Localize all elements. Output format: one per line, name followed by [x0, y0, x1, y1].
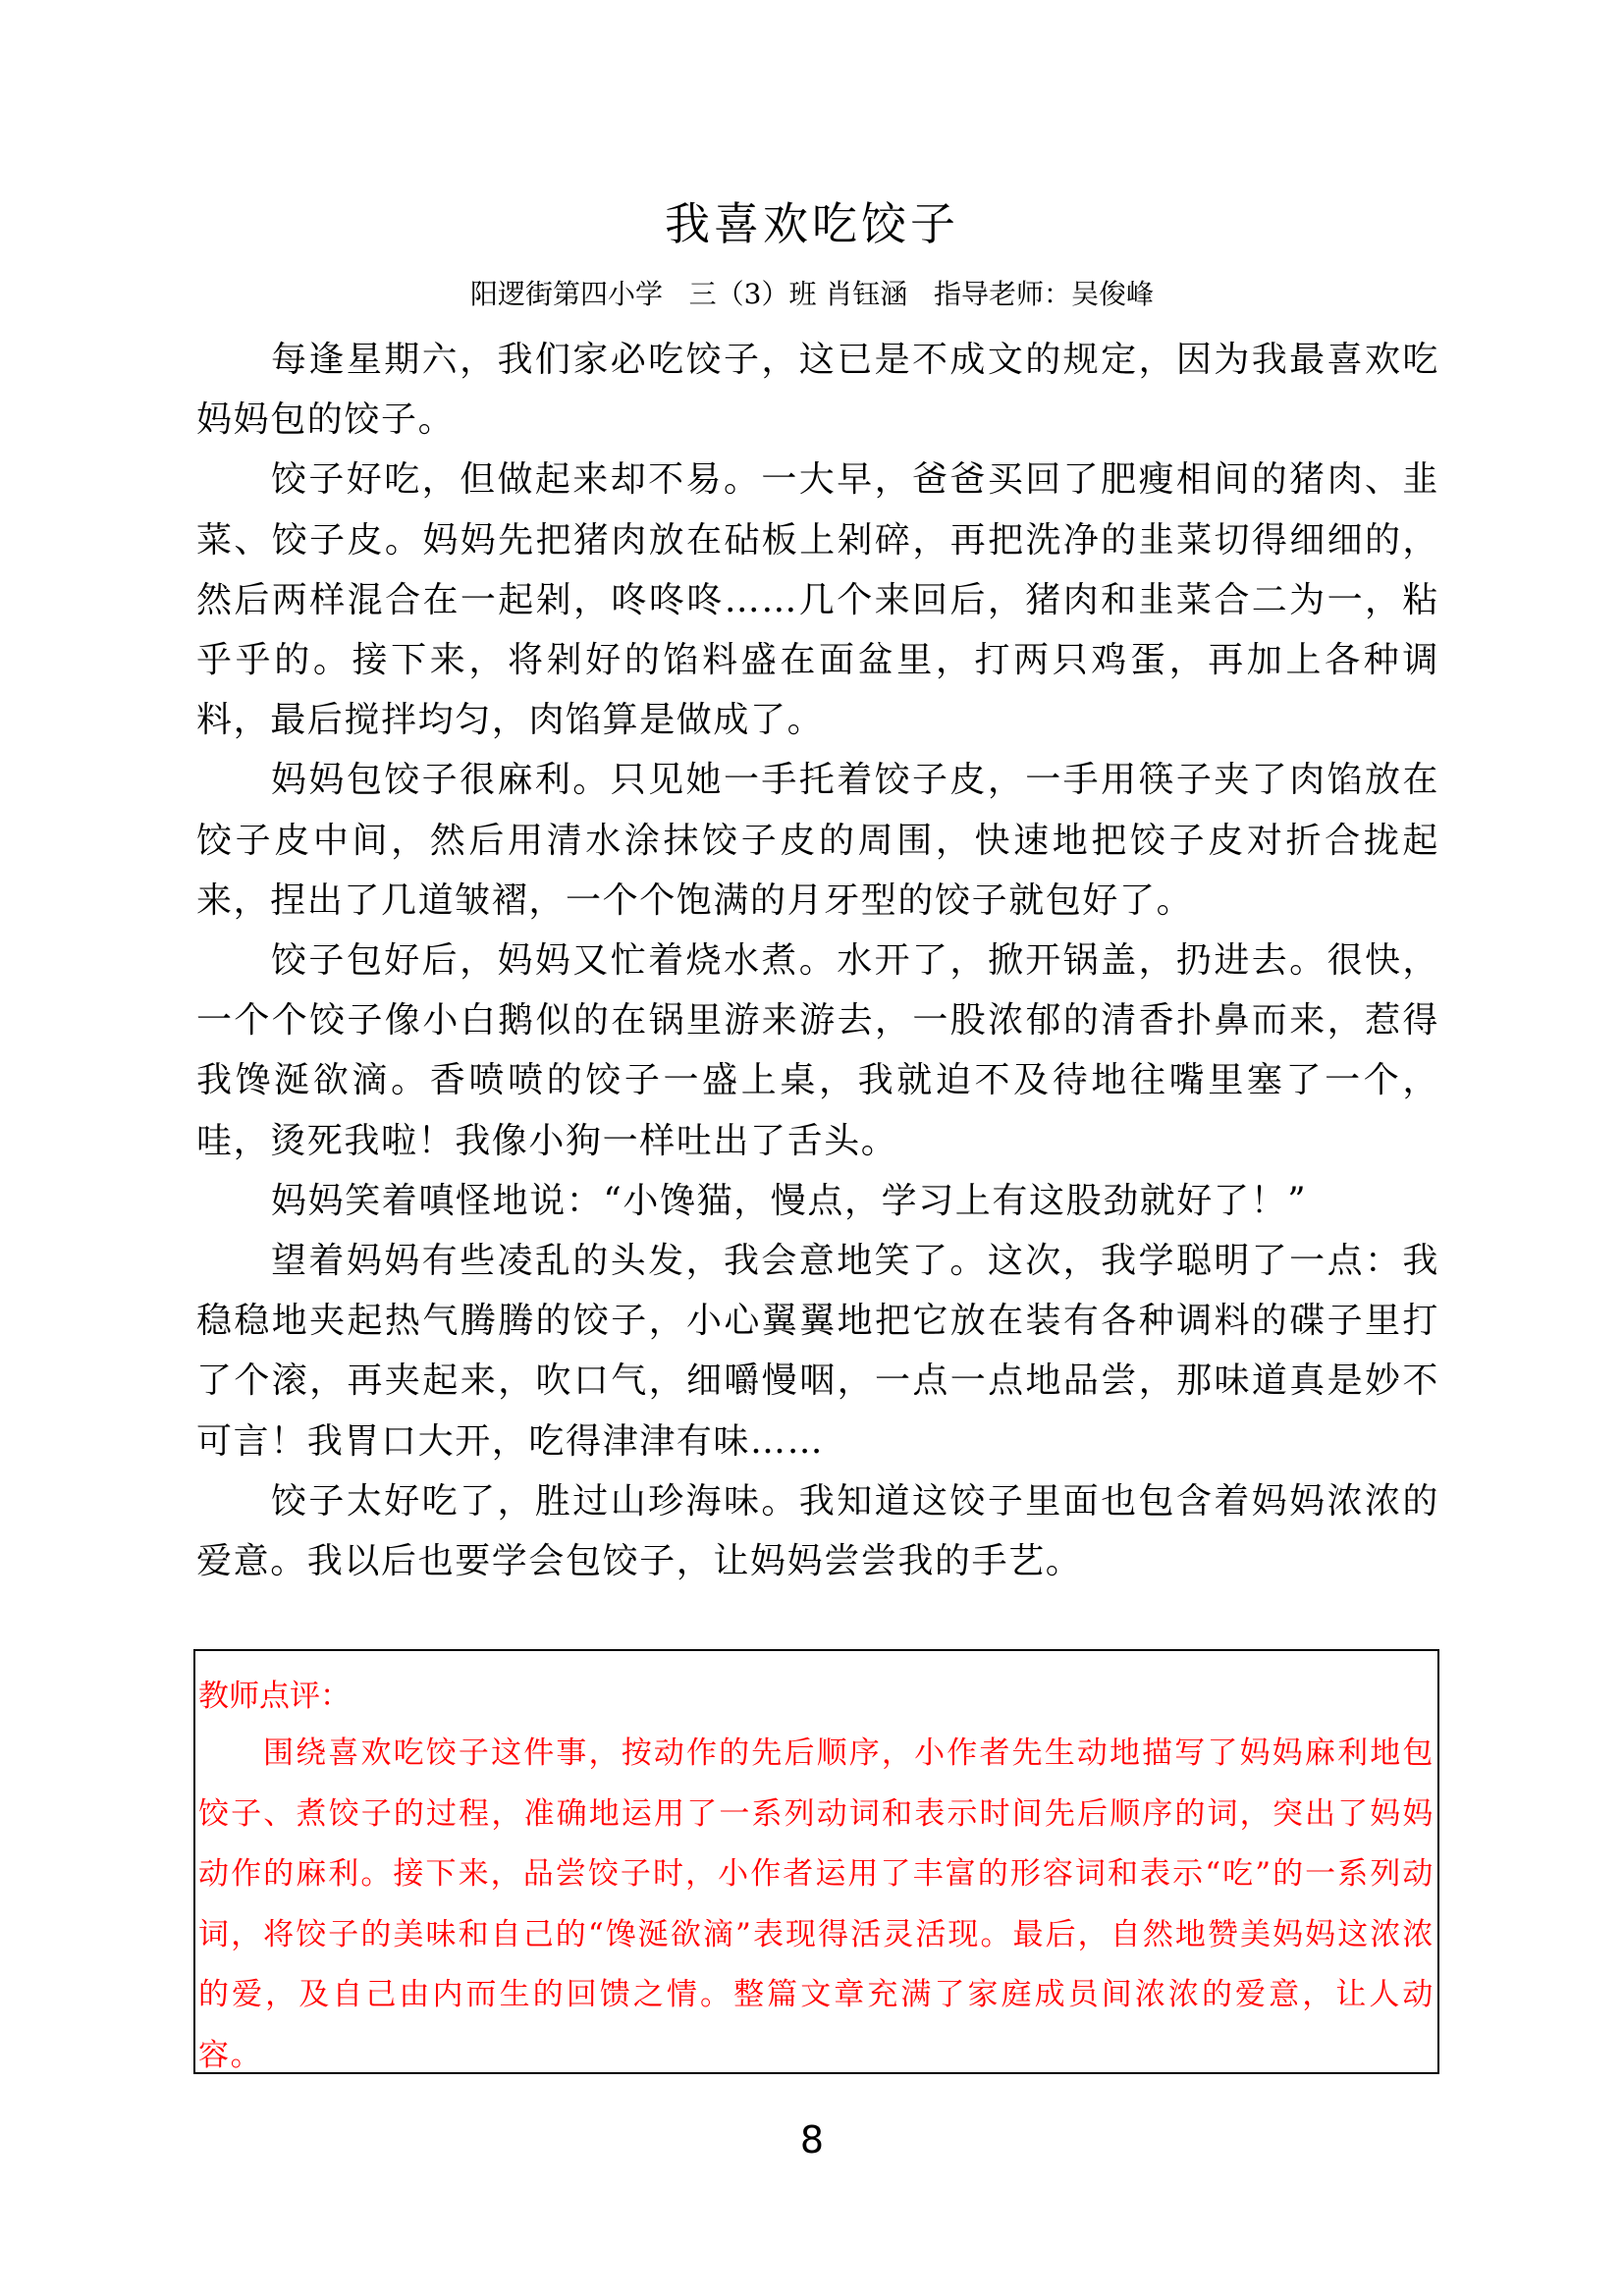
essay-paragraph: 每逢星期六，我们家必吃饺子，这已是不成文的规定，因为我最喜欢吃妈妈包的饺子。: [196, 340, 1439, 441]
essay-paragraph: 望着妈妈有些凌乱的头发，我会意地笑了。这次，我学聪明了一点：我稳稳地夹起热气腾腾的饺子，小心翼翼地把它放在装有各种调料的碟子里打了个滚，再夹起来，吹口气，细嚼慢咽，一点一点地品尝，那味道真是妙不可言！我胃口大开，吃得津津有味……: [196, 1241, 1439, 1462]
page-number: 8: [799, 2118, 825, 2162]
essay-title: 我喜欢吃饺子: [665, 197, 959, 250]
essay-paragraph: 饺子包好后，妈妈又忙着烧水煮。水开了，掀开锅盖，扔进去。很快，一个个饺子像小白鹅似的在锅里游来游去，一股浓郁的清香扑鼻而来，惹得我馋涎欲滴。香喷喷的饺子一盛上桌，我就迫不及待地往嘴里塞了一个，哇，烫死我啦！我像小狗一样吐出了舌头。: [196, 940, 1439, 1161]
author-byline: 阳逻街第四小学 三（3）班 肖钰涵 指导老师：吴俊峰: [469, 278, 1155, 310]
essay-paragraph: 妈妈包饺子很麻利。只见她一手托着饺子皮，一手用筷子夹了肉馅放在饺子皮中间，然后用清水涂抹饺子皮的周围，快速地把饺子皮对折合拢起来，捏出了几道皱褶，一个个饱满的月牙型的饺子就包好了。: [196, 760, 1439, 921]
essay-paragraph: 饺子好吃，但做起来却不易。一大早，爸爸买回了肥瘦相间的猪肉、韭菜、饺子皮。妈妈先把猪肉放在砧板上剁碎，再把洗净的韭菜切得细细的，然后两样混合在一起剁，咚咚咚……几个来回后，猪肉和韭菜合二为一，粘乎乎的。接下来，将剁好的馅料盛在面盆里，打两只鸡蛋，再加上各种调料，最后搅拌均匀，肉馅算是做成了。: [196, 459, 1439, 741]
teacher-comment-box: [193, 1649, 1439, 2074]
essay-paragraph: 妈妈笑着嗔怪地说：“小馋猫，慢点，学习上有这股劲就好了！”: [271, 1180, 1308, 1221]
teacher-comment-text: 围绕喜欢吃饺子这件事，按动作的先后顺序，小作者先生动地描写了妈妈麻利地包饺子、煮饺子的过程，准确地运用了一系列动词和表示时间先后顺序的词，突出了妈妈动作的麻利。接下来，品尝饺子时，小作者运用了丰富的形容词和表示“吃”的一系列动词，将饺子的美味和自己的“馋涎欲滴”表现得活灵活现。最后，自然地赞美妈妈这浓浓的爱，及自己由内而生的回馈之情。整篇文章充满了家庭成员间浓浓的爱意，让人动容。: [198, 1735, 1435, 2073]
essay-body: [196, 330, 1439, 1591]
teacher-comment-label: 教师点评：: [198, 1679, 351, 1714]
essay-paragraph: 饺子太好吃了，胜过山珍海味。我知道这饺子里面也包含着妈妈浓浓的爱意。我以后也要学会包饺子，让妈妈尝尝我的手艺。: [196, 1480, 1439, 1582]
